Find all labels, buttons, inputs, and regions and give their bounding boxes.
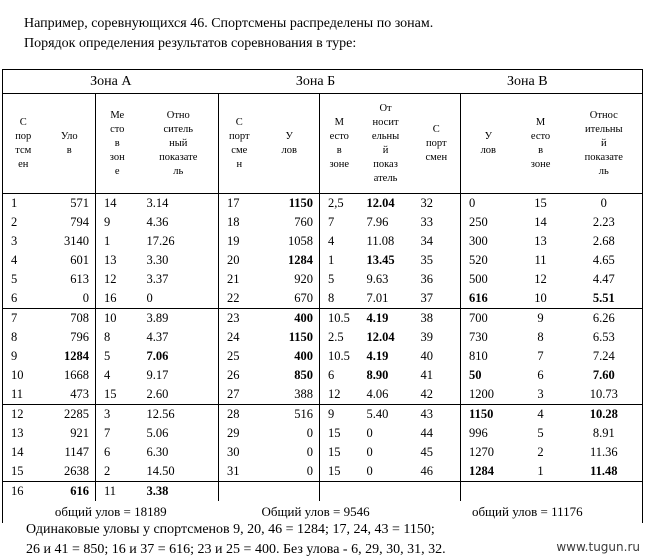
- table-row: [3, 251, 643, 270]
- table-cell: 10.5: [328, 311, 350, 325]
- table-cell: 27: [219, 385, 260, 405]
- header-word: С: [432, 123, 440, 135]
- table-row: [3, 385, 643, 405]
- table-cell: 11: [3, 385, 44, 405]
- table-cell: 16: [3, 482, 44, 502]
- table-cell: 1284: [461, 462, 516, 482]
- table-cell: 0: [366, 426, 373, 440]
- table-cell: [359, 482, 413, 502]
- table-cell: 14: [3, 443, 44, 462]
- table-cell: 4.47: [566, 270, 643, 289]
- header-word: показате: [584, 151, 623, 163]
- table-cell: 9: [328, 407, 335, 421]
- table-row: [3, 270, 643, 289]
- table-cell: 0: [566, 194, 643, 214]
- table-cell: 400: [260, 309, 320, 329]
- table-cell: 700: [469, 311, 488, 325]
- table-cell: 0: [359, 462, 413, 482]
- zone-b-title: Зона Б: [295, 73, 336, 89]
- table-cell: 850: [260, 366, 320, 385]
- table-cell: 7.06: [139, 347, 219, 366]
- table-cell: 26: [227, 368, 240, 382]
- watermark: www.tugun.ru: [556, 540, 640, 554]
- header-word: е: [114, 165, 120, 177]
- table-cell: 0: [366, 445, 373, 459]
- table-cell: 11.08: [366, 234, 395, 248]
- header-word: ительны: [585, 123, 623, 135]
- total-zone-a: общий улов = 18189: [3, 501, 219, 523]
- table-cell: 11: [104, 484, 117, 498]
- table-cell: 1270: [469, 445, 495, 459]
- table-cell: 6: [104, 445, 111, 459]
- table-cell: 8: [320, 289, 359, 309]
- table-cell: 17.26: [139, 232, 219, 251]
- table-cell: 500: [469, 272, 488, 286]
- header-word: в: [66, 144, 72, 156]
- table-cell: 3.38: [139, 482, 219, 502]
- table-cell: 5: [328, 272, 335, 286]
- table-row: [3, 347, 643, 366]
- table-cell: 18: [227, 215, 240, 229]
- table-cell: 2: [537, 445, 544, 459]
- footer-note: [26, 520, 446, 560]
- table-cell: 1284: [44, 347, 96, 366]
- table-cell: 20: [227, 253, 240, 267]
- header-word: У: [285, 130, 293, 142]
- table-cell: 34: [413, 232, 461, 251]
- header-word: сме: [231, 144, 248, 156]
- table-row: [3, 194, 643, 214]
- table-cell: 15: [328, 445, 341, 459]
- table-cell: 4: [3, 251, 44, 270]
- table-cell: 13: [3, 424, 44, 443]
- table-cell: 5.40: [366, 407, 389, 421]
- table-cell: 4: [328, 234, 335, 248]
- results-table: [2, 69, 643, 523]
- table-cell: 10: [104, 311, 117, 325]
- table-cell: [219, 482, 260, 502]
- table-cell: 8.91: [566, 424, 643, 443]
- table-cell: 473: [44, 385, 96, 405]
- table-cell: 5.51: [566, 289, 643, 309]
- header-word: н: [236, 158, 243, 170]
- header-word: в: [336, 144, 342, 156]
- col-place-a: [96, 94, 139, 194]
- table-cell: 0: [44, 289, 96, 309]
- header-word: Ме: [110, 109, 125, 121]
- table-cell: 520: [469, 253, 488, 267]
- table-cell: 8: [537, 330, 544, 344]
- table-cell: 15: [534, 196, 547, 210]
- table-cell: 32: [413, 194, 461, 214]
- table-cell: 996: [469, 426, 488, 440]
- table-cell: 12: [3, 405, 44, 425]
- col-place-b: [320, 94, 359, 194]
- header-word: есто: [530, 130, 551, 142]
- table-cell: 5.06: [139, 424, 219, 443]
- header-word: С: [19, 116, 27, 128]
- footer-line-2: 26 и 41 = 850; 16 и 37 = 616; 23 и 25 = 400. Без улова - 6, 29, 30, 31, 32.: [26, 542, 446, 557]
- table-cell: 794: [44, 213, 96, 232]
- table-cell: 0: [469, 196, 476, 210]
- table-cell: 7: [104, 426, 111, 440]
- table-cell: 35: [413, 251, 461, 270]
- table-cell: 3: [3, 232, 44, 251]
- table-cell: 1150: [469, 407, 494, 421]
- header-word: смен: [425, 151, 448, 163]
- table-cell: 10.28: [566, 405, 643, 425]
- table-cell: 4: [537, 407, 544, 421]
- table-cell: 4: [104, 368, 111, 382]
- table-cell: 15: [96, 385, 139, 405]
- table-cell: 2,5: [328, 196, 344, 210]
- table-cell: 8: [3, 328, 44, 347]
- table-cell: 2.60: [139, 385, 219, 405]
- table-cell: 3.30: [139, 251, 219, 270]
- col-relative-b: [359, 94, 413, 194]
- header-word: пор: [15, 130, 32, 142]
- table-cell: 1668: [44, 366, 96, 385]
- header-word: атель: [373, 172, 398, 184]
- header-word: М: [535, 116, 546, 128]
- header-word: ситель: [163, 123, 194, 135]
- col-sportsman-b: [219, 94, 260, 194]
- table-row: [3, 289, 643, 309]
- table-cell: 1: [104, 234, 111, 248]
- table-cell: 12: [104, 272, 117, 286]
- table-cell: 616: [461, 289, 516, 309]
- table-cell: 15: [328, 426, 341, 440]
- table-cell: 6.26: [566, 309, 643, 329]
- header-word: ельны: [371, 130, 400, 142]
- col-relative-a: [139, 94, 219, 194]
- header-word: носит: [372, 116, 399, 128]
- table-cell: 0: [260, 424, 320, 443]
- table-cell: 19: [227, 234, 240, 248]
- total-zone-b: Общий улов = 9546: [261, 504, 370, 519]
- table-cell: 44: [413, 424, 461, 443]
- zone-header-row: [3, 70, 643, 94]
- table-cell: [413, 482, 461, 502]
- header-word: в: [538, 144, 544, 156]
- table-cell: 43: [413, 405, 461, 425]
- table-cell: 36: [413, 270, 461, 289]
- table-cell: 4.19: [366, 311, 389, 325]
- table-cell: 15: [3, 462, 44, 482]
- table-cell: 571: [44, 194, 96, 214]
- table-cell: 23: [227, 311, 240, 325]
- table-cell: 15: [320, 462, 359, 482]
- column-header-row: [3, 94, 643, 194]
- table-cell: 12.04: [366, 196, 395, 210]
- header-word: порт: [426, 137, 447, 149]
- table-cell: 4.06: [359, 385, 413, 405]
- header-word: ный: [169, 137, 188, 149]
- table-cell: 2.68: [566, 232, 643, 251]
- header-word: й: [382, 144, 389, 156]
- table-cell: 1: [3, 194, 44, 214]
- table-cell: 5: [537, 426, 544, 440]
- table-cell: 3.14: [139, 194, 219, 214]
- header-word: У: [484, 130, 492, 142]
- intro-line-2: Порядок определения результатов соревнования в туре:: [24, 36, 357, 51]
- table-cell: 613: [44, 270, 96, 289]
- col-sportsman-a: [3, 94, 44, 194]
- table-cell: 6: [3, 289, 44, 309]
- table-cell: 17: [227, 196, 240, 210]
- header-word: лов: [480, 144, 497, 156]
- table-cell: 3.89: [139, 309, 219, 329]
- header-word: От: [379, 102, 392, 114]
- table-cell: 12.04: [366, 330, 395, 344]
- table-cell: 6: [328, 368, 335, 382]
- header-word: тсм: [15, 144, 32, 156]
- table-cell: 10.73: [566, 385, 643, 405]
- zone-c-title: Зона В: [413, 70, 643, 94]
- col-catch-a: [44, 94, 96, 194]
- table-cell: 3: [104, 407, 111, 421]
- table-cell: 1147: [44, 443, 96, 462]
- table-cell: 10: [3, 366, 44, 385]
- table-cell: 37: [413, 289, 461, 309]
- table-cell: 2: [96, 462, 139, 482]
- table-cell: 730: [469, 330, 488, 344]
- table-cell: 3: [516, 385, 566, 405]
- col-place-c: [516, 94, 566, 194]
- table-cell: 0: [139, 289, 219, 309]
- table-cell: 28: [227, 407, 240, 421]
- table-cell: 13: [104, 253, 117, 267]
- table-cell: 6: [537, 368, 544, 382]
- table-cell: 1150: [260, 194, 320, 214]
- table-row: [3, 405, 643, 425]
- header-word: зоне: [530, 158, 551, 170]
- table-cell: 2638: [44, 462, 96, 482]
- table-row: [3, 462, 643, 482]
- table-row: [3, 366, 643, 385]
- header-word: Уло: [60, 130, 78, 142]
- table-cell: [566, 482, 643, 502]
- table-cell: 7.24: [566, 347, 643, 366]
- col-sportsman-c: [413, 94, 461, 194]
- table-row: [3, 424, 643, 443]
- table-body: [3, 194, 643, 502]
- table-cell: 7.60: [566, 366, 643, 385]
- zone-a-title: Зона А: [3, 70, 219, 94]
- table-cell: 50: [469, 368, 482, 382]
- table-cell: 30: [227, 445, 240, 459]
- table-cell: 8.90: [366, 368, 389, 382]
- table-cell: 11.36: [566, 443, 643, 462]
- table-row: [3, 482, 643, 502]
- table-cell: 14: [104, 196, 117, 210]
- header-word: в: [114, 137, 120, 149]
- header-word: показате: [159, 151, 198, 163]
- table-cell: 14.50: [139, 462, 219, 482]
- header-word: ль: [173, 165, 184, 177]
- table-cell: 4.19: [366, 349, 389, 363]
- table-cell: 1200: [461, 385, 516, 405]
- table-cell: 601: [44, 251, 96, 270]
- table-cell: 920: [260, 270, 320, 289]
- table-cell: 2: [3, 213, 44, 232]
- table-cell: 31: [219, 462, 260, 482]
- table-cell: 12: [534, 272, 547, 286]
- header-word: ен: [18, 158, 29, 170]
- intro-text: [24, 14, 433, 54]
- table-cell: 14: [534, 215, 547, 229]
- table-row: [3, 443, 643, 462]
- table-cell: 1150: [260, 328, 320, 347]
- header-word: зон: [109, 151, 125, 163]
- table-cell: 9: [104, 215, 111, 229]
- table-cell: 9: [537, 311, 544, 325]
- header-word: показ: [373, 158, 398, 170]
- table-cell: 7: [328, 215, 335, 229]
- table-cell: 41: [413, 366, 461, 385]
- table-cell: 2285: [44, 405, 96, 425]
- table-cell: 25: [227, 349, 240, 363]
- table-cell: 16: [96, 289, 139, 309]
- table-cell: 4.65: [566, 251, 643, 270]
- col-catch-b: [260, 94, 320, 194]
- table-cell: 3.37: [139, 270, 219, 289]
- col-relative-c: [566, 94, 643, 194]
- table-cell: 7: [3, 309, 44, 329]
- table-cell: 1: [516, 462, 566, 482]
- header-word: й: [600, 137, 607, 149]
- table-cell: [260, 482, 320, 502]
- table-cell: 0: [260, 443, 320, 462]
- header-word: есто: [329, 130, 349, 142]
- header-word: лов: [281, 144, 297, 156]
- table-cell: 5: [3, 270, 44, 289]
- table-row: [3, 309, 643, 329]
- table-cell: 616: [44, 482, 96, 502]
- header-word: зоне: [329, 158, 350, 170]
- header-word: порт: [228, 130, 250, 142]
- table-cell: 13: [534, 234, 547, 248]
- table-cell: 46: [413, 462, 461, 482]
- table-cell: 796: [44, 328, 96, 347]
- table-cell: [461, 482, 516, 502]
- table-cell: 388: [260, 385, 320, 405]
- table-cell: 21: [227, 272, 240, 286]
- table-cell: 11.48: [566, 462, 643, 482]
- table-cell: 2.5: [328, 330, 344, 344]
- header-word: М: [334, 116, 344, 128]
- table-row: [3, 213, 643, 232]
- table-cell: 2.23: [566, 213, 643, 232]
- table-cell: 24: [227, 330, 240, 344]
- table-cell: 9: [3, 347, 44, 366]
- table-cell: 11: [534, 253, 547, 267]
- table-cell: 708: [44, 309, 96, 329]
- table-cell: 670: [260, 289, 320, 309]
- table-cell: 12: [320, 385, 359, 405]
- table-cell: 9.17: [139, 366, 219, 385]
- table-cell: 6.53: [566, 328, 643, 347]
- table-cell: 10: [516, 289, 566, 309]
- header-word: С: [235, 116, 243, 128]
- table-cell: 33: [413, 213, 461, 232]
- table-cell: 760: [260, 213, 320, 232]
- table-cell: 7.96: [366, 215, 389, 229]
- table-cell: 7.01: [359, 289, 413, 309]
- header-word: сто: [110, 123, 125, 135]
- table-cell: 22: [219, 289, 260, 309]
- table-cell: [516, 482, 566, 502]
- table-cell: [320, 482, 359, 502]
- table-cell: 1058: [260, 232, 320, 251]
- total-zone-c: общий улов = 11176: [413, 501, 643, 523]
- intro-line-1: Например, соревнующихся 46. Спортсмены распределены по зонам.: [24, 16, 434, 31]
- table-cell: 400: [260, 347, 320, 366]
- table-cell: 8: [104, 330, 111, 344]
- table-cell: 3140: [44, 232, 96, 251]
- table-cell: 9.63: [366, 272, 389, 286]
- header-word: Относ: [589, 109, 618, 121]
- table-cell: 300: [469, 234, 488, 248]
- col-catch-c: [461, 94, 516, 194]
- table-cell: 516: [260, 405, 320, 425]
- table-cell: 1284: [260, 251, 320, 270]
- table-cell: 1: [328, 253, 335, 267]
- table-cell: 39: [413, 328, 461, 347]
- header-word: Отно: [166, 109, 190, 121]
- table-cell: 4.37: [139, 328, 219, 347]
- table-cell: 0: [260, 462, 320, 482]
- table-cell: 7: [537, 349, 544, 363]
- table-row: [3, 328, 643, 347]
- table-cell: 250: [469, 215, 488, 229]
- table-cell: 29: [227, 426, 240, 440]
- table-cell: 810: [469, 349, 488, 363]
- table-cell: 40: [413, 347, 461, 366]
- table-cell: 4.36: [139, 213, 219, 232]
- footer-line-1: Одинаковые уловы у спортсменов 9, 20, 46 = 1284; 17, 24, 43 = 1150;: [26, 522, 435, 537]
- table-row: [3, 232, 643, 251]
- table-cell: 5: [104, 349, 111, 363]
- table-cell: 6.30: [139, 443, 219, 462]
- table-cell: 10.5: [328, 349, 350, 363]
- table-cell: 45: [413, 443, 461, 462]
- header-word: ль: [598, 165, 609, 177]
- table-cell: 13.45: [366, 253, 395, 267]
- table-cell: 38: [413, 309, 461, 329]
- table-cell: 921: [44, 424, 96, 443]
- table-cell: 42: [413, 385, 461, 405]
- table-cell: 12.56: [139, 405, 219, 425]
